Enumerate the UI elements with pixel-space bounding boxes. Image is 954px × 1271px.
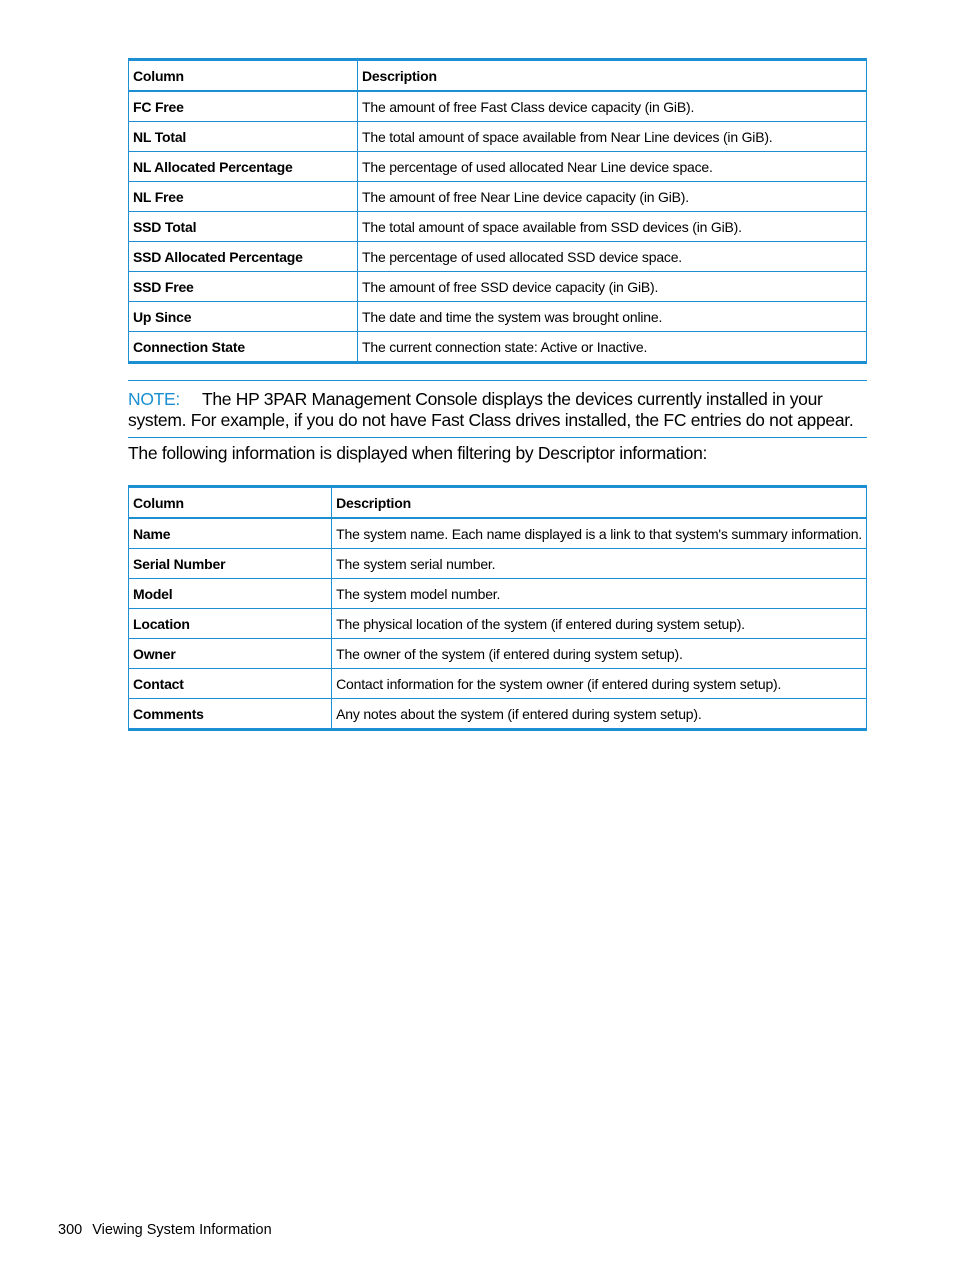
row-column-name: SSD Total	[129, 212, 358, 242]
row-column-name: SSD Free	[129, 272, 358, 302]
table-row	[129, 609, 867, 639]
row-description: The owner of the system (if entered during system setup).	[332, 639, 867, 669]
row-column-name: SSD Allocated Percentage	[129, 242, 358, 272]
row-description: The system serial number.	[332, 549, 867, 579]
table-row	[129, 302, 867, 332]
table-row	[129, 122, 867, 152]
row-description: The physical location of the system (if entered during system setup).	[332, 609, 867, 639]
table-row	[129, 152, 867, 182]
note-label: NOTE:	[128, 389, 180, 409]
page-number: 300	[58, 1222, 83, 1238]
row-column-name: NL Total	[129, 122, 358, 152]
row-column-name: NL Free	[129, 182, 358, 212]
row-column-name: Owner	[129, 639, 332, 669]
row-description: The total amount of space available from Near Line devices (in GiB).	[358, 122, 867, 152]
row-column-name: Contact	[129, 669, 332, 699]
table-row	[129, 332, 867, 363]
column-header: Column	[129, 487, 332, 519]
table-row	[129, 518, 867, 549]
description-header: Description	[332, 487, 867, 519]
section-title: Viewing System Information	[92, 1222, 272, 1238]
page-footer	[58, 1222, 272, 1238]
description-header: Description	[358, 60, 867, 92]
table-row	[129, 669, 867, 699]
column-header: Column	[129, 60, 358, 92]
row-column-name: Model	[129, 579, 332, 609]
row-column-name: Up Since	[129, 302, 358, 332]
row-column-name: Serial Number	[129, 549, 332, 579]
row-column-name: Comments	[129, 699, 332, 730]
row-description: The system model number.	[332, 579, 867, 609]
table-row	[129, 91, 867, 122]
descriptor-columns-table	[128, 485, 867, 731]
table-row	[129, 212, 867, 242]
table-row	[129, 242, 867, 272]
row-description: The amount of free SSD device capacity (in GiB).	[358, 272, 867, 302]
note-box	[128, 380, 867, 438]
table-row	[129, 639, 867, 669]
intro-paragraph: The following information is displayed when filtering by Descriptor information:	[128, 443, 708, 463]
row-description: The amount of free Near Line device capacity (in GiB).	[358, 182, 867, 212]
row-description: Contact information for the system owner (if entered during system setup).	[332, 669, 867, 699]
table-row	[129, 182, 867, 212]
note-text: The HP 3PAR Management Console displays the devices currently installed in your system. For example, if you do not have Fast Class drives installed, the FC entries do not appear.	[128, 389, 854, 430]
row-description: The current connection state: Active or Inactive.	[358, 332, 867, 363]
table-row	[129, 549, 867, 579]
row-description: The date and time the system was brought online.	[358, 302, 867, 332]
row-column-name: FC Free	[129, 91, 358, 122]
row-description: The total amount of space available from SSD devices (in GiB).	[358, 212, 867, 242]
row-column-name: Connection State	[129, 332, 358, 363]
row-column-name: Location	[129, 609, 332, 639]
system-columns-table	[128, 58, 867, 364]
table-row	[129, 272, 867, 302]
row-description: The amount of free Fast Class device capacity (in GiB).	[358, 91, 867, 122]
row-column-name: Name	[129, 518, 332, 549]
row-description: Any notes about the system (if entered during system setup).	[332, 699, 867, 730]
row-description: The system name. Each name displayed is a link to that system's summary information.	[332, 518, 867, 549]
row-description: The percentage of used allocated Near Line device space.	[358, 152, 867, 182]
table-header-row	[129, 60, 867, 92]
row-description: The percentage of used allocated SSD device space.	[358, 242, 867, 272]
table-row	[129, 699, 867, 730]
table-header-row	[129, 487, 867, 519]
table-row	[129, 579, 867, 609]
row-column-name: NL Allocated Percentage	[129, 152, 358, 182]
